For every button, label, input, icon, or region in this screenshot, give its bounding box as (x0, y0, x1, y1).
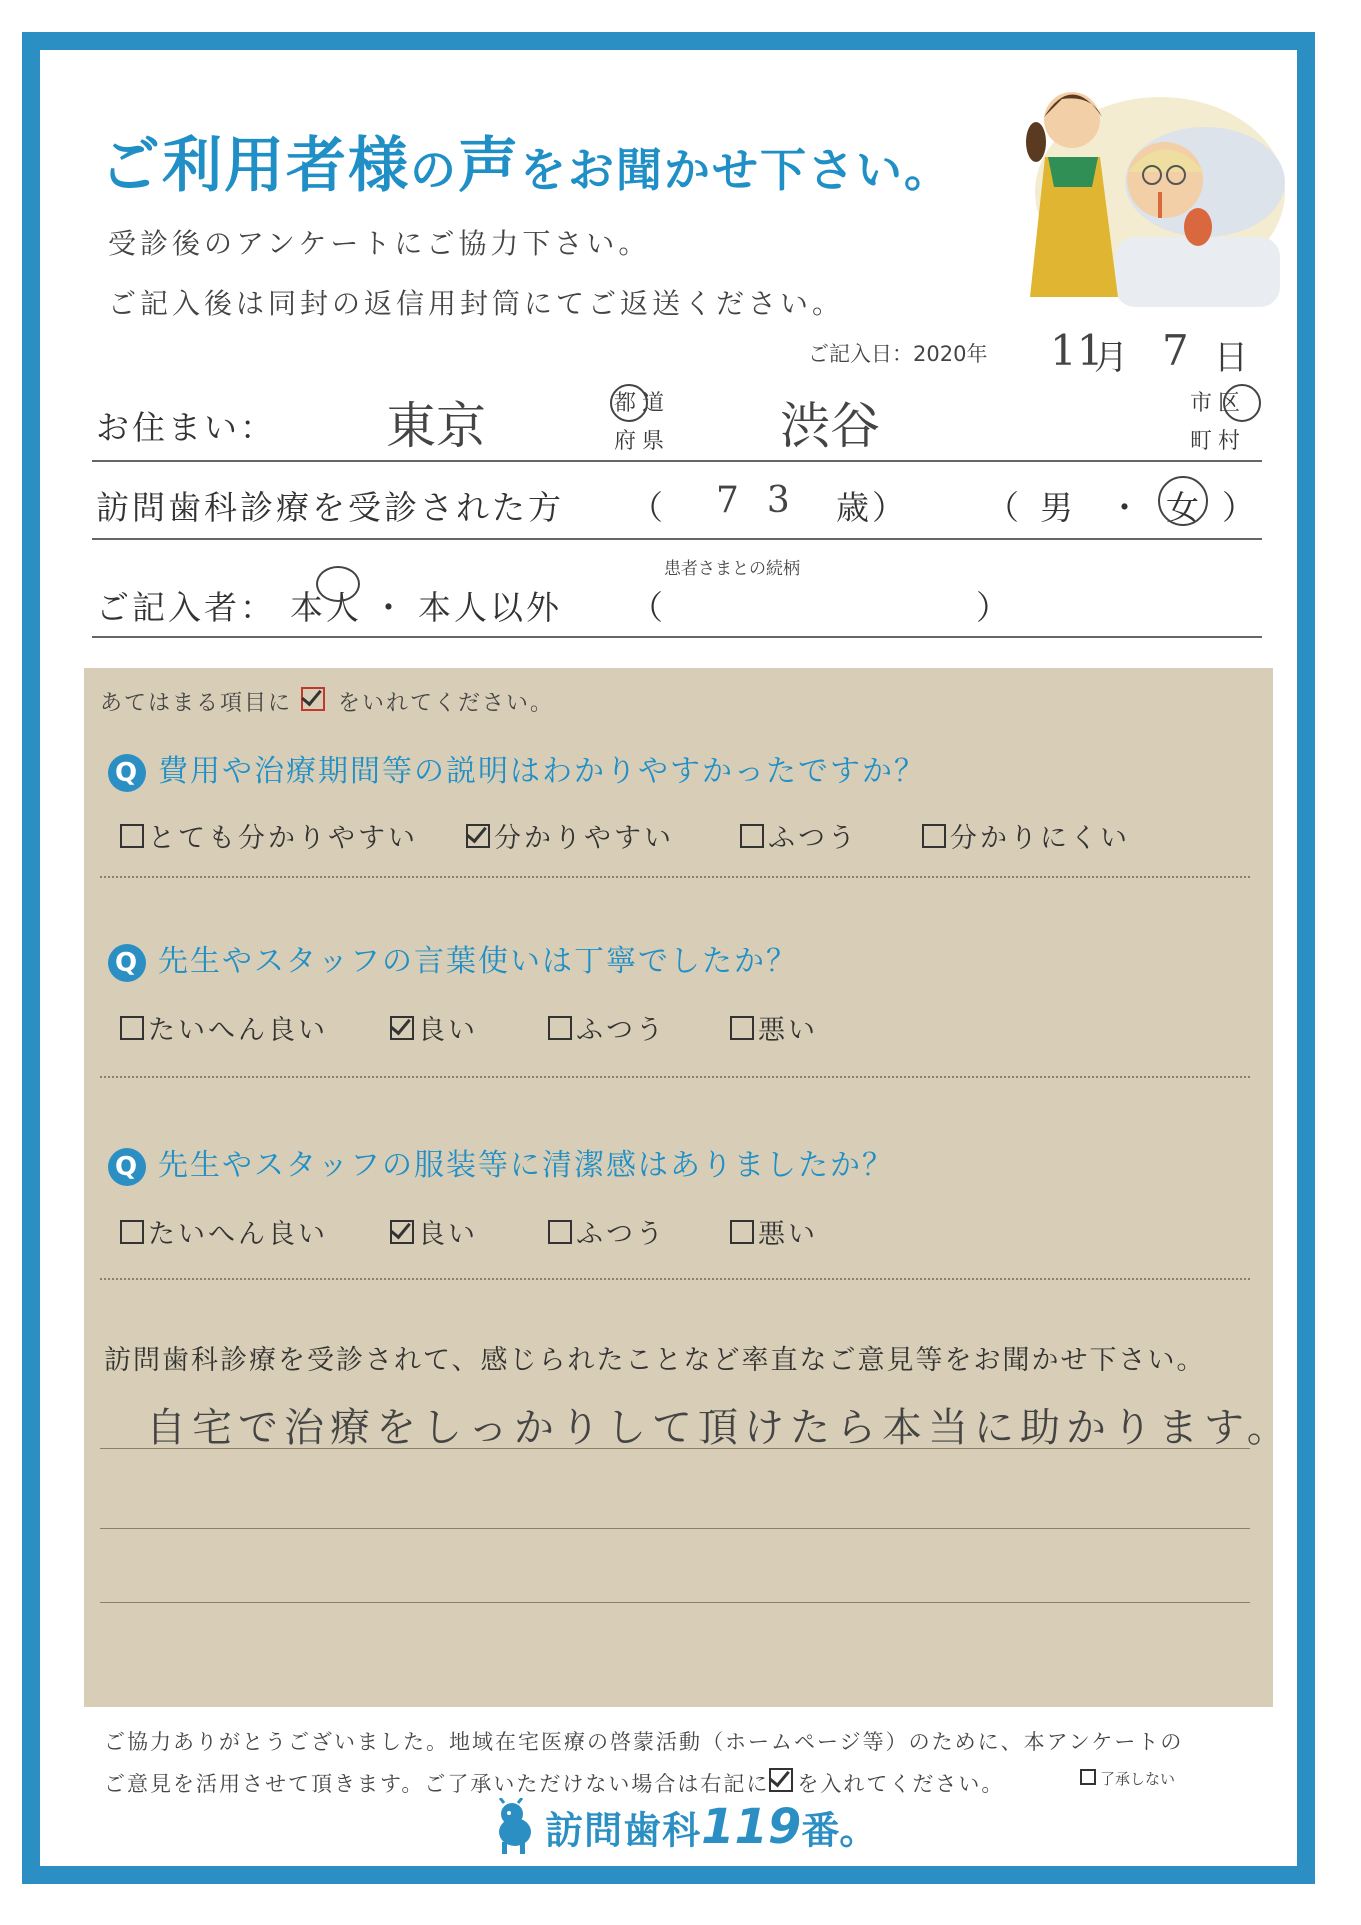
checkbox-checked[interactable] (390, 1220, 414, 1244)
q-icon: Q (108, 754, 146, 792)
writer-close-paren: ） (976, 588, 1012, 627)
prefecture-circle-mark (610, 384, 648, 422)
title-part3: 声 (458, 131, 520, 201)
checkbox[interactable] (120, 1220, 144, 1244)
writer-dot: ・ (372, 588, 408, 627)
title-part2: の (410, 143, 458, 197)
city-circle-mark (1223, 384, 1261, 422)
date-day-unit: 日 (1214, 338, 1248, 378)
instruction-line2: ご記入後は同封の返信用封筒にてご返送ください。 (108, 287, 845, 320)
date-month: 11 (1050, 326, 1104, 375)
writer-label: ご記入者： (96, 588, 276, 627)
brand-logo (490, 1798, 877, 1856)
question-1 (108, 746, 926, 792)
q2-divider (100, 1076, 1250, 1078)
gender-female: 女 (1166, 488, 1202, 527)
writer-open-paren: （ (630, 588, 666, 627)
gender-dot: ・ (1108, 488, 1144, 527)
city-value: 渋谷 (780, 397, 880, 455)
q2-option-2[interactable]: 良い (390, 1008, 478, 1047)
address-label: お住まい： (96, 408, 276, 447)
q1-option-4[interactable]: 分かりにくい (922, 816, 1130, 855)
checkbox-checked[interactable] (466, 824, 490, 848)
decline-option[interactable]: 了承しない (1080, 1768, 1175, 1789)
date-day: 7 (1162, 326, 1189, 375)
blanket-shape (1115, 237, 1280, 307)
gender-open-paren: （ (986, 488, 1022, 527)
comment-line-3 (100, 1602, 1250, 1603)
caregiver-illustration (1000, 62, 1290, 312)
question-2 (108, 936, 798, 982)
checkbox[interactable] (548, 1016, 572, 1040)
q3-divider (100, 1278, 1250, 1280)
q3-option-3[interactable]: ふつう (548, 1212, 666, 1251)
q2-option-4[interactable]: 悪い (730, 1008, 818, 1047)
question-3 (108, 1140, 894, 1186)
relation-caption: 患者さまとの続柄 (664, 559, 800, 579)
city-unit-bottom: 町村 (1190, 429, 1247, 454)
writer-circle-mark (316, 566, 360, 602)
caregiver-face (1044, 92, 1100, 148)
q1-option-2[interactable]: 分かりやすい (466, 816, 674, 855)
age-open-paren: （ (630, 488, 666, 527)
q1-divider (100, 876, 1250, 878)
checkbox[interactable] (730, 1220, 754, 1244)
q2-option-3[interactable]: ふつう (548, 1008, 666, 1047)
q3-option-4[interactable]: 悪い (730, 1212, 818, 1251)
writer-self: 本人 (290, 588, 362, 627)
checkbox[interactable] (922, 824, 946, 848)
check-instruction-before: あてはまる項目に (100, 691, 293, 716)
q3-option-2[interactable]: 良い (390, 1212, 478, 1251)
title-part4: をお聞かせ下さい。 (520, 143, 952, 197)
prefecture-value: 東京 (386, 397, 486, 455)
q-icon: Q (108, 1148, 146, 1186)
prefecture-unit-top: 都道 (614, 391, 671, 416)
patient-label: 訪問歯科診療を受診された方 (96, 488, 564, 527)
check-instruction (100, 686, 554, 717)
logo-suffix: 番。 (801, 1808, 878, 1853)
comment-line-2 (100, 1528, 1250, 1529)
logo-number: 119 (701, 1799, 802, 1855)
deer-mascot-icon (490, 1798, 540, 1856)
hand-mirror (1184, 208, 1212, 246)
gender-circle-mark (1158, 476, 1208, 526)
checkbox-checked[interactable] (390, 1016, 414, 1040)
page-title (100, 118, 952, 204)
address-rule (92, 460, 1262, 462)
logo-text: 訪問歯科 (545, 1808, 702, 1853)
patient-rule (92, 538, 1262, 540)
question-2-text: 先生やスタッフの言葉使いは丁寧でしたか？ (158, 944, 798, 979)
comment-prompt: 訪問歯科診療を受診されて、感じられたことなど率直なご意見等をお聞かせ下さい。 (104, 1345, 1206, 1376)
city-unit-top: 市区 (1190, 391, 1247, 416)
checkbox[interactable] (548, 1220, 572, 1244)
gender-male: 男 (1040, 488, 1076, 527)
writer-rule (92, 636, 1262, 638)
instruction-line1: 受診後のアンケートにご協力下さい。 (108, 227, 651, 260)
footer-line1: ご協力ありがとうございました。地域在宅医療の啓蒙活動（ホームページ等）のために、本アンケートの (104, 1730, 1184, 1754)
decline-checkbox[interactable] (1080, 1769, 1096, 1785)
check-instruction-after: をいれてください。 (338, 691, 555, 716)
prefecture-unit-bottom: 府県 (614, 429, 671, 454)
checkbox[interactable] (730, 1016, 754, 1040)
date-month-unit: 月 (1094, 338, 1128, 378)
example-checkbox-footer (769, 1768, 793, 1792)
age-unit: 歳） (836, 488, 908, 527)
q2-option-1[interactable]: たいへん良い (120, 1008, 328, 1047)
comment-line-1 (100, 1448, 1250, 1449)
q3-option-1[interactable]: たいへん良い (120, 1212, 328, 1251)
checkbox[interactable] (740, 824, 764, 848)
q-icon: Q (108, 944, 146, 982)
footer-line2: ご意見を活用させて頂きます。ご了承いただけない場合は右記に を入れてください。 (104, 1768, 1004, 1798)
question-1-text: 費用や治療期間等の説明はわかりやすかったですか？ (158, 754, 926, 789)
gender-close-paren: ） (1222, 488, 1258, 527)
example-checkbox (301, 687, 325, 711)
title-part1: ご利用者様 (100, 131, 410, 201)
date-label: ご記入日：2020年 (808, 342, 988, 366)
comment-text: 自宅で治療をしっかりして頂けたら本当に助かります。 (146, 1405, 1293, 1451)
checkbox[interactable] (120, 1016, 144, 1040)
question-3-text: 先生やスタッフの服装等に清潔感はありましたか？ (158, 1148, 894, 1183)
q1-option-3[interactable]: ふつう (740, 816, 858, 855)
writer-other: 本人以外 (418, 588, 562, 627)
q1-option-1[interactable]: とても分かりやすい (120, 816, 418, 855)
age-value: 73 (716, 480, 818, 521)
checkbox[interactable] (120, 824, 144, 848)
